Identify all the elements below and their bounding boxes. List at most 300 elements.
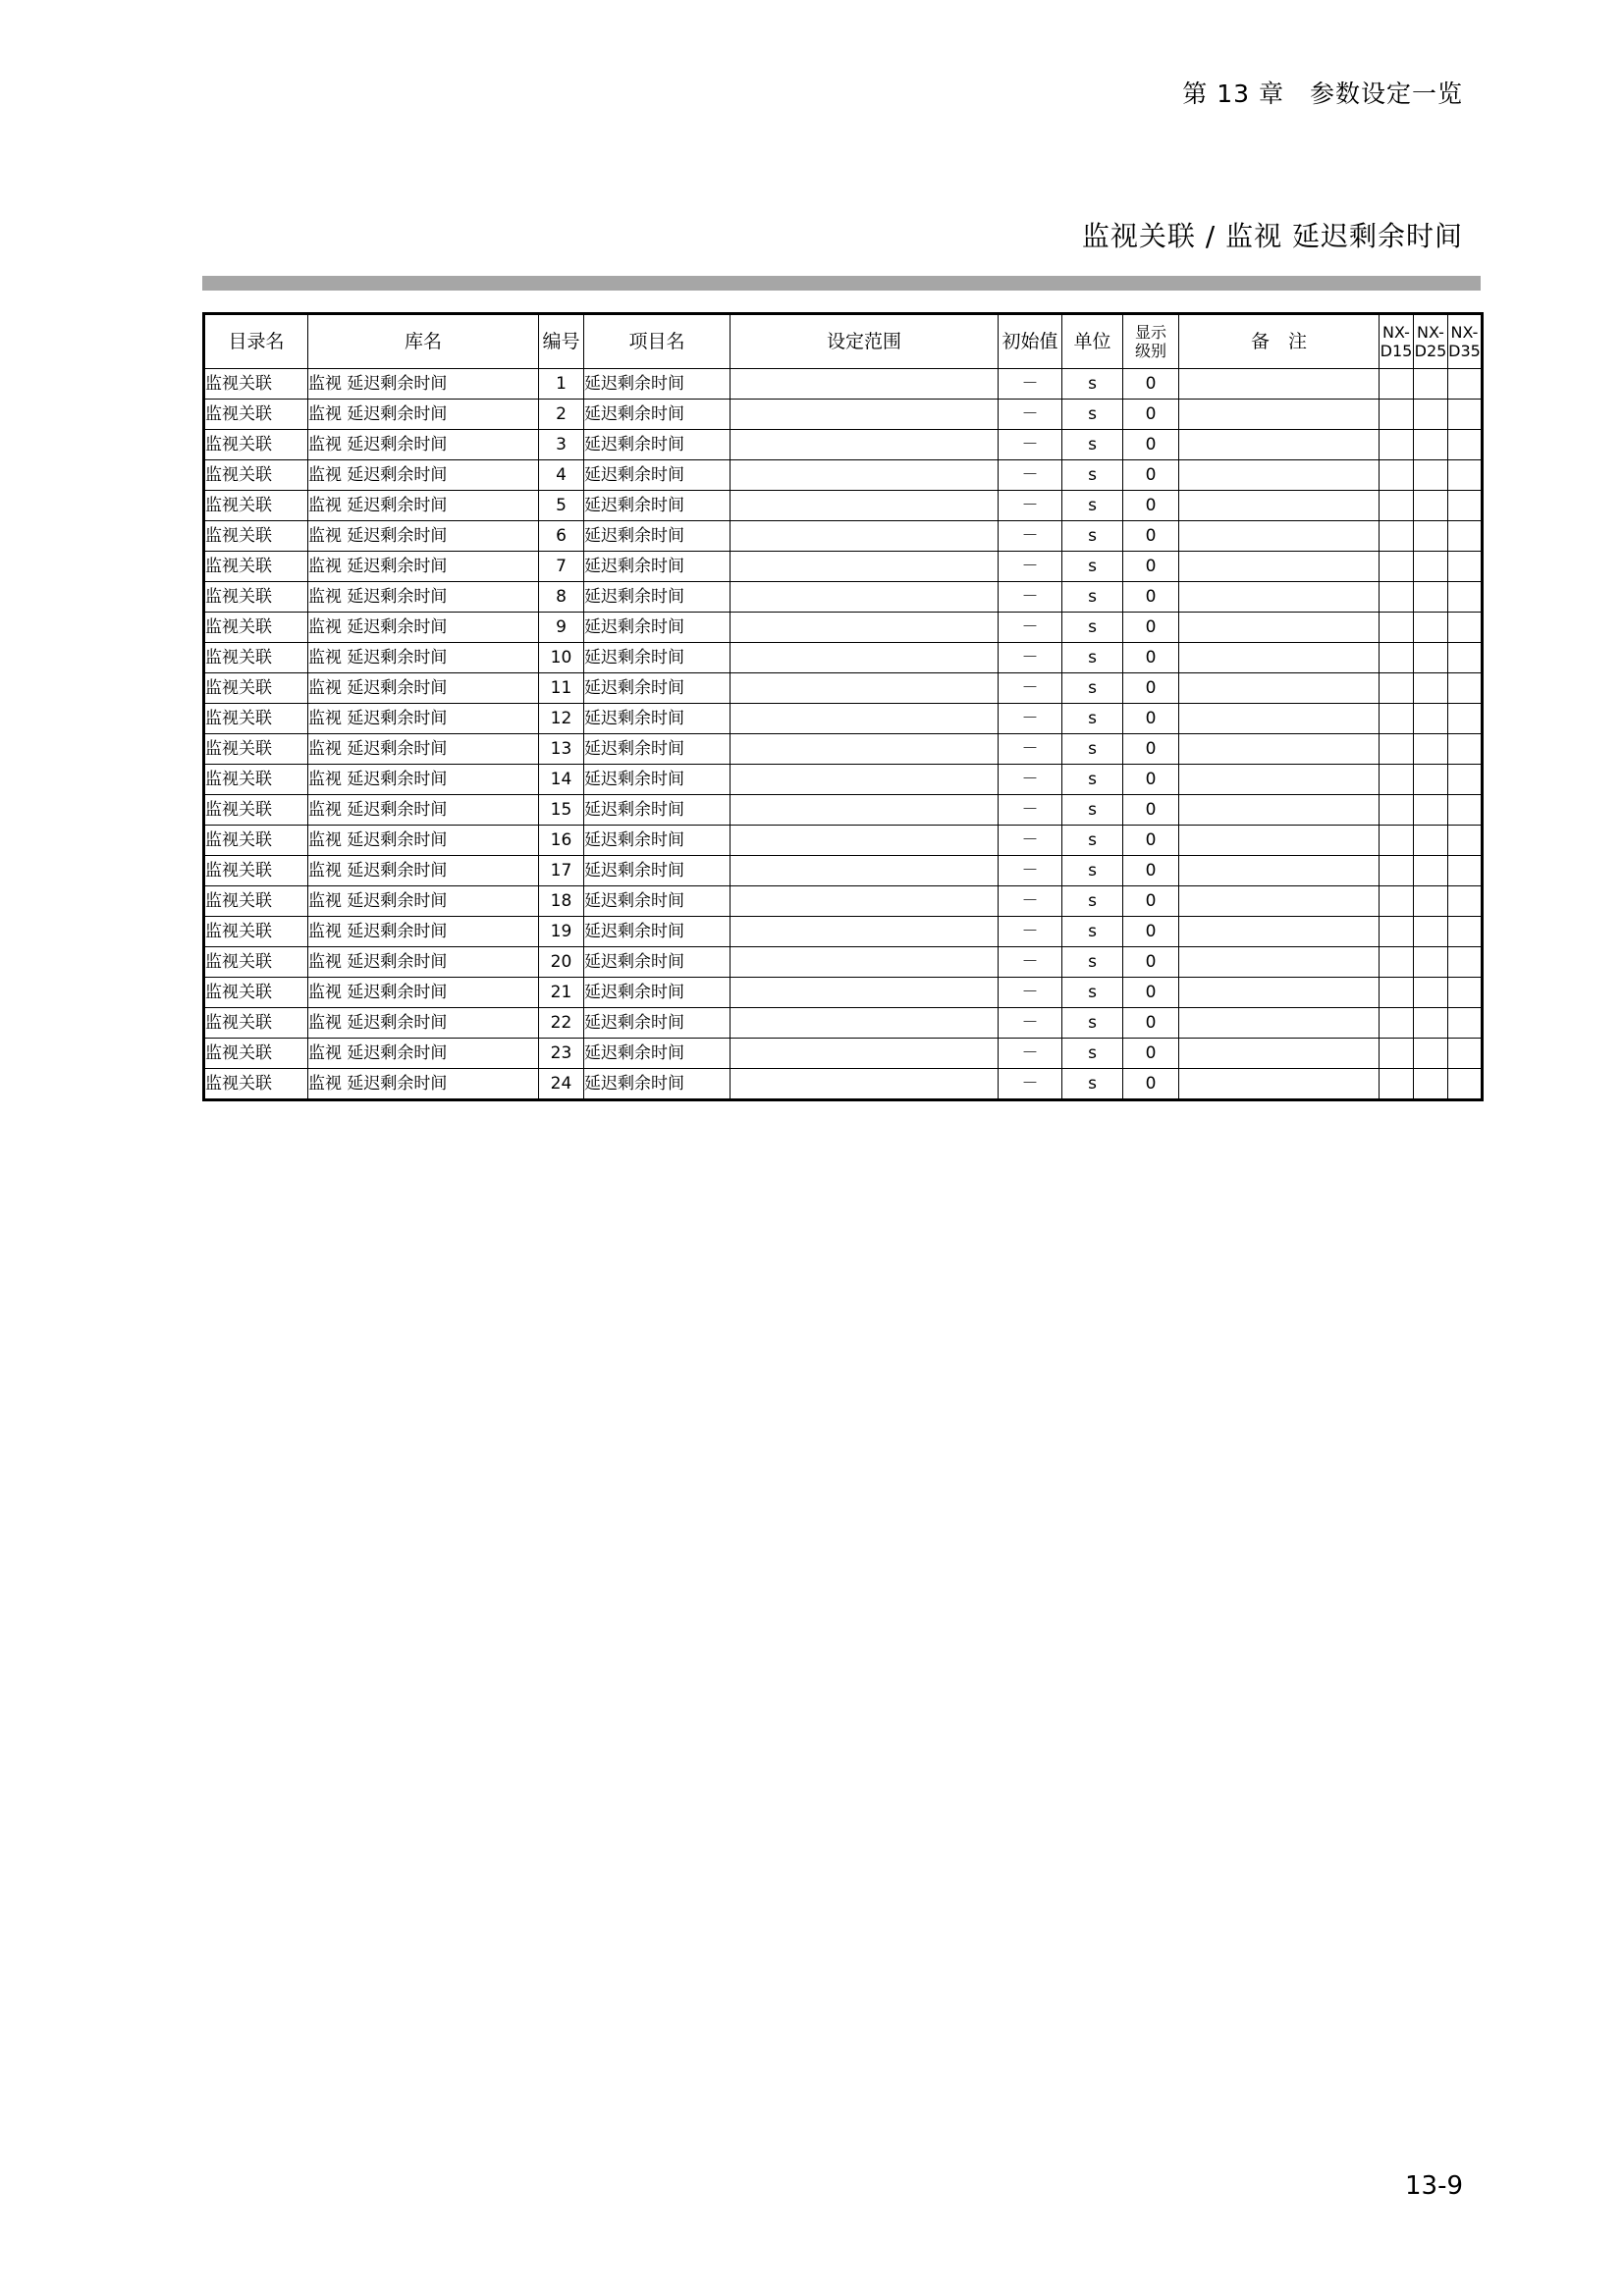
cell-unit: s (1062, 613, 1123, 643)
table-row (204, 430, 1483, 460)
cell-range (731, 1008, 999, 1039)
cell-library: 监视 延迟剩余时间 (308, 1069, 539, 1100)
cell-directory: 监视关联 (204, 734, 308, 765)
cell-nx-d35 (1448, 947, 1483, 978)
cell-nx-d15 (1380, 765, 1414, 795)
table-row (204, 947, 1483, 978)
cell-range (731, 1069, 999, 1100)
cell-nx-d35 (1448, 1008, 1483, 1039)
cell-range (731, 978, 999, 1008)
cell-number: 22 (539, 1008, 584, 1039)
cell-range (731, 1039, 999, 1069)
cell-range (731, 917, 999, 947)
cell-directory: 监视关联 (204, 521, 308, 552)
cell-initial: － (999, 552, 1062, 582)
cell-nx-d25 (1414, 491, 1448, 521)
cell-nx-d15 (1380, 978, 1414, 1008)
table-header-row (204, 314, 1483, 369)
page-number: 13-9 (1404, 2171, 1463, 2201)
cell-nx-d15 (1380, 400, 1414, 430)
cell-range (731, 430, 999, 460)
cell-nx-d15 (1380, 1069, 1414, 1100)
cell-display-level: 0 (1123, 1039, 1179, 1069)
cell-display-level: 0 (1123, 886, 1179, 917)
cell-range (731, 704, 999, 734)
cell-nx-d35 (1448, 704, 1483, 734)
cell-item: 延迟剩余时间 (584, 582, 731, 613)
cell-directory: 监视关联 (204, 978, 308, 1008)
cell-number: 14 (539, 765, 584, 795)
table-body (204, 369, 1483, 1100)
cell-display-level: 0 (1123, 917, 1179, 947)
cell-unit: s (1062, 978, 1123, 1008)
cell-nx-d35 (1448, 613, 1483, 643)
cell-number: 4 (539, 460, 584, 491)
cell-remarks (1179, 582, 1380, 613)
cell-item: 延迟剩余时间 (584, 460, 731, 491)
table-row (204, 673, 1483, 704)
cell-display-level: 0 (1123, 765, 1179, 795)
cell-nx-d25 (1414, 673, 1448, 704)
cell-display-level: 0 (1123, 400, 1179, 430)
cell-library: 监视 延迟剩余时间 (308, 521, 539, 552)
cell-nx-d35 (1448, 491, 1483, 521)
cell-nx-d35 (1448, 795, 1483, 826)
cell-item: 延迟剩余时间 (584, 978, 731, 1008)
cell-library: 监视 延迟剩余时间 (308, 917, 539, 947)
col-directory: 目录名 (204, 314, 308, 369)
col-nx-d25 (1414, 314, 1448, 369)
cell-unit: s (1062, 430, 1123, 460)
cell-directory: 监视关联 (204, 1069, 308, 1100)
cell-unit: s (1062, 917, 1123, 947)
cell-item: 延迟剩余时间 (584, 734, 731, 765)
cell-number: 9 (539, 613, 584, 643)
cell-remarks (1179, 1039, 1380, 1069)
cell-remarks (1179, 704, 1380, 734)
cell-remarks (1179, 826, 1380, 856)
cell-range (731, 856, 999, 886)
table-row (204, 491, 1483, 521)
cell-directory: 监视关联 (204, 552, 308, 582)
cell-item: 延迟剩余时间 (584, 856, 731, 886)
cell-unit: s (1062, 460, 1123, 491)
cell-item: 延迟剩余时间 (584, 826, 731, 856)
cell-nx-d25 (1414, 978, 1448, 1008)
cell-display-level: 0 (1123, 643, 1179, 673)
cell-initial: － (999, 430, 1062, 460)
cell-remarks (1179, 1008, 1380, 1039)
chapter-number: 第 13 章 (1182, 80, 1284, 108)
cell-number: 16 (539, 826, 584, 856)
cell-number: 20 (539, 947, 584, 978)
cell-directory: 监视关联 (204, 856, 308, 886)
table-row (204, 886, 1483, 917)
cell-number: 5 (539, 491, 584, 521)
cell-directory: 监视关联 (204, 491, 308, 521)
cell-initial: － (999, 1039, 1062, 1069)
cell-nx-d25 (1414, 613, 1448, 643)
cell-nx-d35 (1448, 886, 1483, 917)
cell-range (731, 643, 999, 673)
cell-directory: 监视关联 (204, 673, 308, 704)
cell-unit: s (1062, 491, 1123, 521)
cell-display-level: 0 (1123, 613, 1179, 643)
cell-number: 10 (539, 643, 584, 673)
cell-library: 监视 延迟剩余时间 (308, 704, 539, 734)
cell-library: 监视 延迟剩余时间 (308, 886, 539, 917)
cell-initial: － (999, 369, 1062, 400)
cell-initial: － (999, 491, 1062, 521)
cell-range (731, 460, 999, 491)
cell-library: 监视 延迟剩余时间 (308, 673, 539, 704)
cell-nx-d15 (1380, 460, 1414, 491)
cell-remarks (1179, 947, 1380, 978)
cell-remarks (1179, 491, 1380, 521)
cell-initial: － (999, 734, 1062, 765)
cell-range (731, 886, 999, 917)
chapter-header (1182, 75, 1463, 110)
col-nx-d15-line2: D15 (1380, 342, 1413, 360)
col-item: 项目名 (584, 314, 731, 369)
cell-nx-d35 (1448, 673, 1483, 704)
cell-remarks (1179, 643, 1380, 673)
cell-item: 延迟剩余时间 (584, 400, 731, 430)
table-row (204, 1039, 1483, 1069)
cell-library: 监视 延迟剩余时间 (308, 734, 539, 765)
cell-nx-d15 (1380, 1039, 1414, 1069)
cell-initial: － (999, 643, 1062, 673)
col-library: 库名 (308, 314, 539, 369)
cell-range (731, 734, 999, 765)
cell-remarks (1179, 765, 1380, 795)
table-row (204, 552, 1483, 582)
cell-nx-d25 (1414, 765, 1448, 795)
cell-nx-d15 (1380, 795, 1414, 826)
col-nx-d15 (1380, 314, 1414, 369)
cell-display-level: 0 (1123, 826, 1179, 856)
cell-initial: － (999, 673, 1062, 704)
cell-nx-d25 (1414, 704, 1448, 734)
table-row (204, 369, 1483, 400)
cell-item: 延迟剩余时间 (584, 795, 731, 826)
cell-library: 监视 延迟剩余时间 (308, 491, 539, 521)
cell-directory: 监视关联 (204, 582, 308, 613)
table-row (204, 765, 1483, 795)
section-title: 监视关联 / 监视 延迟剩余时间 (1081, 220, 1463, 252)
cell-remarks (1179, 369, 1380, 400)
cell-display-level: 0 (1123, 521, 1179, 552)
cell-nx-d25 (1414, 400, 1448, 430)
table-row (204, 1008, 1483, 1039)
cell-display-level: 0 (1123, 430, 1179, 460)
col-initial: 初始值 (999, 314, 1062, 369)
cell-nx-d35 (1448, 582, 1483, 613)
cell-nx-d15 (1380, 704, 1414, 734)
cell-library: 监视 延迟剩余时间 (308, 947, 539, 978)
cell-directory: 监视关联 (204, 430, 308, 460)
cell-number: 23 (539, 1039, 584, 1069)
cell-initial: － (999, 947, 1062, 978)
cell-remarks (1179, 886, 1380, 917)
cell-library: 监视 延迟剩余时间 (308, 1008, 539, 1039)
cell-library: 监视 延迟剩余时间 (308, 978, 539, 1008)
cell-nx-d35 (1448, 1069, 1483, 1100)
cell-nx-d25 (1414, 734, 1448, 765)
cell-remarks (1179, 460, 1380, 491)
parameter-table (202, 312, 1484, 1101)
cell-display-level: 0 (1123, 673, 1179, 704)
cell-nx-d25 (1414, 430, 1448, 460)
cell-initial: － (999, 826, 1062, 856)
cell-number: 21 (539, 978, 584, 1008)
table-row (204, 460, 1483, 491)
cell-range (731, 673, 999, 704)
cell-item: 延迟剩余时间 (584, 1008, 731, 1039)
cell-nx-d35 (1448, 917, 1483, 947)
cell-number: 3 (539, 430, 584, 460)
cell-remarks (1179, 795, 1380, 826)
cell-nx-d25 (1414, 886, 1448, 917)
table-row (204, 643, 1483, 673)
cell-nx-d25 (1414, 917, 1448, 947)
cell-item: 延迟剩余时间 (584, 765, 731, 795)
cell-nx-d25 (1414, 369, 1448, 400)
cell-initial: － (999, 1069, 1062, 1100)
cell-unit: s (1062, 795, 1123, 826)
cell-library: 监视 延迟剩余时间 (308, 1039, 539, 1069)
cell-range (731, 826, 999, 856)
cell-number: 2 (539, 400, 584, 430)
cell-initial: － (999, 460, 1062, 491)
table-row (204, 795, 1483, 826)
cell-nx-d25 (1414, 856, 1448, 886)
cell-remarks (1179, 613, 1380, 643)
cell-nx-d15 (1380, 917, 1414, 947)
table-row (204, 613, 1483, 643)
cell-nx-d25 (1414, 1008, 1448, 1039)
cell-nx-d25 (1414, 947, 1448, 978)
col-nx-d35 (1448, 314, 1483, 369)
cell-nx-d25 (1414, 582, 1448, 613)
cell-library: 监视 延迟剩余时间 (308, 400, 539, 430)
cell-initial: － (999, 613, 1062, 643)
cell-number: 8 (539, 582, 584, 613)
cell-initial: － (999, 400, 1062, 430)
cell-display-level: 0 (1123, 369, 1179, 400)
cell-nx-d25 (1414, 552, 1448, 582)
cell-initial: － (999, 1008, 1062, 1039)
cell-remarks (1179, 978, 1380, 1008)
cell-item: 延迟剩余时间 (584, 1069, 731, 1100)
cell-unit: s (1062, 673, 1123, 704)
cell-range (731, 491, 999, 521)
cell-number: 24 (539, 1069, 584, 1100)
cell-initial: － (999, 704, 1062, 734)
cell-nx-d35 (1448, 521, 1483, 552)
cell-nx-d15 (1380, 491, 1414, 521)
cell-nx-d35 (1448, 400, 1483, 430)
cell-item: 延迟剩余时间 (584, 613, 731, 643)
cell-item: 延迟剩余时间 (584, 1039, 731, 1069)
cell-directory: 监视关联 (204, 947, 308, 978)
cell-unit: s (1062, 582, 1123, 613)
cell-unit: s (1062, 521, 1123, 552)
cell-unit: s (1062, 643, 1123, 673)
table-row (204, 978, 1483, 1008)
col-nx-d15-line1: NX- (1382, 323, 1410, 342)
cell-nx-d15 (1380, 826, 1414, 856)
table-row (204, 400, 1483, 430)
cell-nx-d15 (1380, 856, 1414, 886)
table-row (204, 734, 1483, 765)
cell-nx-d25 (1414, 1069, 1448, 1100)
col-nx-d25-line2: D25 (1414, 342, 1447, 360)
cell-number: 17 (539, 856, 584, 886)
cell-library: 监视 延迟剩余时间 (308, 582, 539, 613)
col-display-level-line2: 级别 (1134, 342, 1166, 360)
cell-library: 监视 延迟剩余时间 (308, 613, 539, 643)
cell-library: 监视 延迟剩余时间 (308, 826, 539, 856)
cell-nx-d15 (1380, 430, 1414, 460)
cell-range (731, 765, 999, 795)
cell-nx-d35 (1448, 826, 1483, 856)
cell-directory: 监视关联 (204, 765, 308, 795)
cell-nx-d15 (1380, 521, 1414, 552)
cell-remarks (1179, 430, 1380, 460)
cell-nx-d35 (1448, 643, 1483, 673)
col-nx-d25-line1: NX- (1417, 323, 1444, 342)
cell-item: 延迟剩余时间 (584, 369, 731, 400)
col-unit: 单位 (1062, 314, 1123, 369)
cell-nx-d35 (1448, 856, 1483, 886)
cell-nx-d15 (1380, 947, 1414, 978)
table-row (204, 1069, 1483, 1100)
cell-nx-d25 (1414, 795, 1448, 826)
cell-library: 监视 延迟剩余时间 (308, 552, 539, 582)
cell-nx-d15 (1380, 643, 1414, 673)
cell-item: 延迟剩余时间 (584, 886, 731, 917)
cell-library: 监视 延迟剩余时间 (308, 369, 539, 400)
cell-nx-d35 (1448, 1039, 1483, 1069)
cell-remarks (1179, 673, 1380, 704)
cell-range (731, 369, 999, 400)
cell-nx-d35 (1448, 552, 1483, 582)
cell-library: 监视 延迟剩余时间 (308, 856, 539, 886)
cell-library: 监视 延迟剩余时间 (308, 765, 539, 795)
cell-item: 延迟剩余时间 (584, 704, 731, 734)
cell-display-level: 0 (1123, 582, 1179, 613)
table-row (204, 856, 1483, 886)
cell-nx-d25 (1414, 1039, 1448, 1069)
cell-nx-d15 (1380, 886, 1414, 917)
cell-nx-d35 (1448, 460, 1483, 491)
cell-directory: 监视关联 (204, 917, 308, 947)
cell-unit: s (1062, 1069, 1123, 1100)
cell-nx-d15 (1380, 734, 1414, 765)
cell-directory: 监视关联 (204, 1039, 308, 1069)
cell-number: 15 (539, 795, 584, 826)
table-row (204, 704, 1483, 734)
cell-directory: 监视关联 (204, 886, 308, 917)
cell-initial: － (999, 582, 1062, 613)
cell-range (731, 521, 999, 552)
cell-nx-d25 (1414, 826, 1448, 856)
cell-display-level: 0 (1123, 1008, 1179, 1039)
cell-unit: s (1062, 369, 1123, 400)
cell-range (731, 582, 999, 613)
cell-nx-d25 (1414, 521, 1448, 552)
cell-unit: s (1062, 856, 1123, 886)
cell-library: 监视 延迟剩余时间 (308, 795, 539, 826)
cell-number: 18 (539, 886, 584, 917)
cell-remarks (1179, 734, 1380, 765)
cell-directory: 监视关联 (204, 795, 308, 826)
cell-nx-d35 (1448, 430, 1483, 460)
cell-number: 11 (539, 673, 584, 704)
cell-library: 监视 延迟剩余时间 (308, 430, 539, 460)
cell-remarks (1179, 552, 1380, 582)
cell-initial: － (999, 978, 1062, 1008)
cell-range (731, 947, 999, 978)
cell-item: 延迟剩余时间 (584, 673, 731, 704)
cell-nx-d15 (1380, 552, 1414, 582)
cell-nx-d15 (1380, 673, 1414, 704)
cell-display-level: 0 (1123, 734, 1179, 765)
col-remarks: 备 注 (1179, 314, 1380, 369)
cell-initial: － (999, 917, 1062, 947)
cell-nx-d25 (1414, 460, 1448, 491)
cell-nx-d15 (1380, 613, 1414, 643)
cell-unit: s (1062, 826, 1123, 856)
cell-display-level: 0 (1123, 1069, 1179, 1100)
cell-unit: s (1062, 400, 1123, 430)
chapter-title: 参数设定一览 (1309, 80, 1463, 108)
cell-item: 延迟剩余时间 (584, 430, 731, 460)
cell-number: 12 (539, 704, 584, 734)
cell-nx-d35 (1448, 734, 1483, 765)
col-display-level (1123, 314, 1179, 369)
cell-remarks (1179, 917, 1380, 947)
cell-directory: 监视关联 (204, 460, 308, 491)
cell-nx-d35 (1448, 978, 1483, 1008)
cell-range (731, 795, 999, 826)
cell-unit: s (1062, 734, 1123, 765)
cell-library: 监视 延迟剩余时间 (308, 460, 539, 491)
col-range: 设定范围 (731, 314, 999, 369)
cell-number: 1 (539, 369, 584, 400)
cell-directory: 监视关联 (204, 1008, 308, 1039)
cell-directory: 监视关联 (204, 369, 308, 400)
cell-nx-d35 (1448, 369, 1483, 400)
cell-display-level: 0 (1123, 552, 1179, 582)
cell-remarks (1179, 1069, 1380, 1100)
table-row (204, 521, 1483, 552)
cell-display-level: 0 (1123, 947, 1179, 978)
cell-initial: － (999, 521, 1062, 552)
cell-remarks (1179, 521, 1380, 552)
cell-remarks (1179, 856, 1380, 886)
cell-unit: s (1062, 886, 1123, 917)
table-row (204, 826, 1483, 856)
cell-initial: － (999, 886, 1062, 917)
cell-directory: 监视关联 (204, 826, 308, 856)
cell-display-level: 0 (1123, 460, 1179, 491)
cell-nx-d25 (1414, 643, 1448, 673)
cell-display-level: 0 (1123, 704, 1179, 734)
col-number: 编号 (539, 314, 584, 369)
cell-display-level: 0 (1123, 491, 1179, 521)
